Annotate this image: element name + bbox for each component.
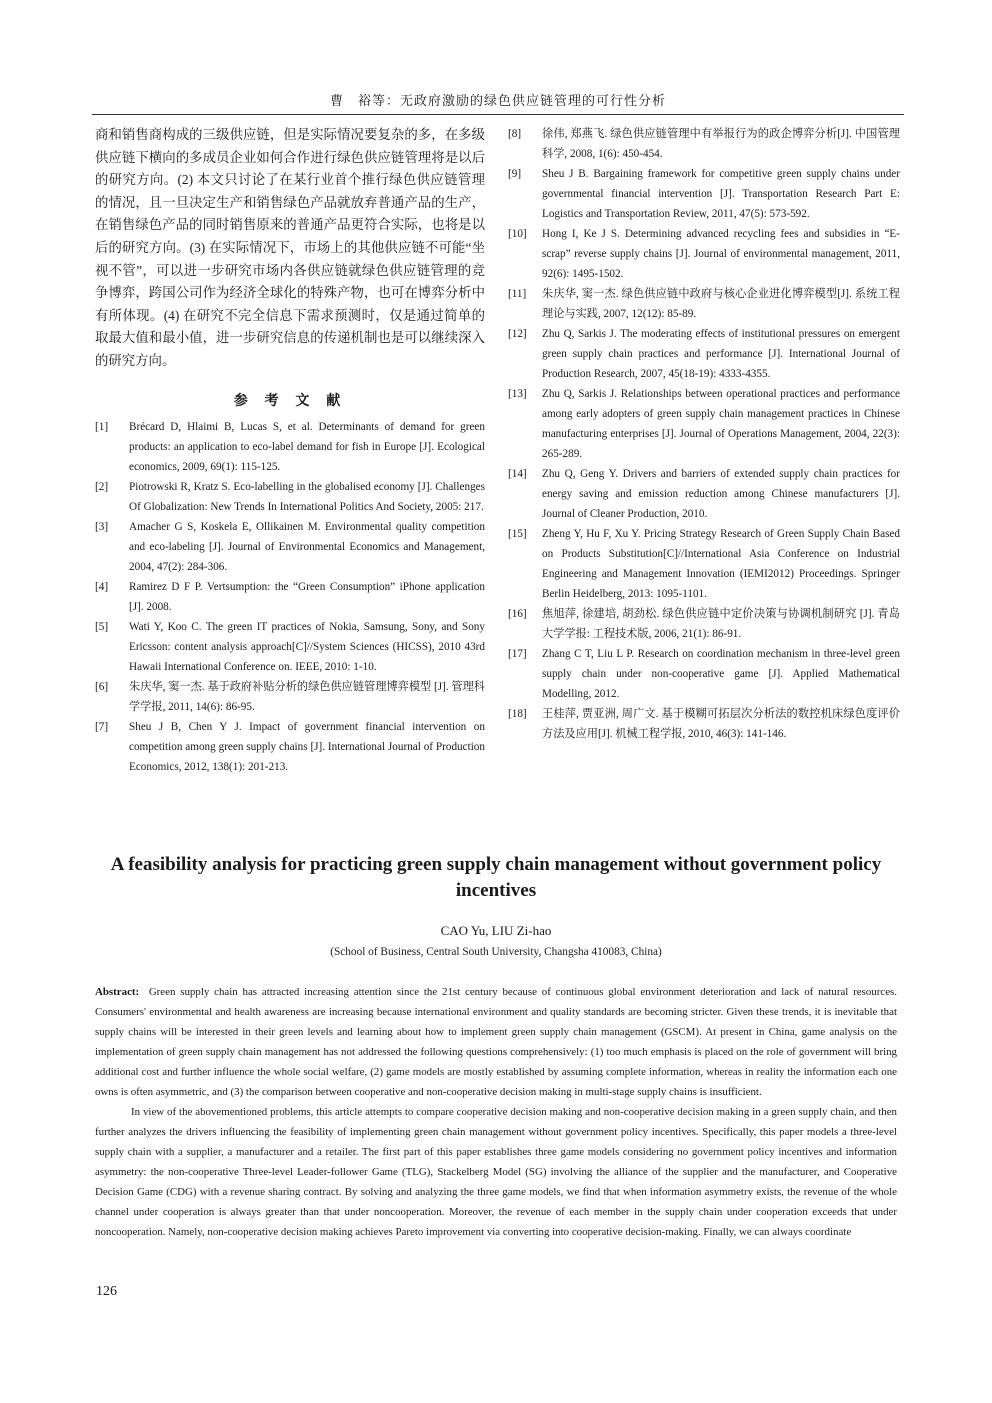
reference-number: [18]: [508, 708, 527, 720]
reference-number: [5]: [95, 620, 109, 633]
reference-number: [10]: [508, 228, 527, 240]
body-paragraph: 商和销售商构成的三级供应链，但是实际情况要复杂的多，在多级供应链下横向的多成员企业如何合作进行绿色供应链管理将是以后的研究方向。(2) 本文只讨论了在某行业首个推行绿色供应链管理的情况，且一旦决定生产和销售绿色产品就放弃普通产品的生产，在销售绿色产品的同时销售原来的普通产品更符合实际，也将是以后的研究方向。(3) 在实际情况下，市场上的其他供应链不可能“坐视不管”，可以进一步研究市场内各供应链就绿色供应链管理的竞争博弈，跨国公司作为经济全球化的特殊产物，也可在博弈分析中有所体现。(4) 在研究不完全信息下需求预测时，仅是通过简单的取最大值和最小值，进一步研究信息的传递机制也是可以继续深入的研究方向。: [95, 127, 485, 368]
reference-number: [1]: [95, 420, 109, 433]
reference-number: [3]: [95, 520, 109, 533]
affiliation: (School of Business, Central South University, Changsha 410083, China): [330, 946, 662, 958]
reference-item: [508, 464, 900, 524]
reference-number: [7]: [95, 720, 109, 733]
reference-text: Zhu Q, Sarkis J. Relationships between operational practices and performance among early adopters of green supply chain management practices in Chinese manufacturing enterprises [J]. Journal of Operations Management, 2004, 22(3): 265-289.: [542, 388, 900, 460]
reference-text: Wati Y, Koo C. The green IT practices of Nokia, Samsung, Sony, and Sony Ericsson: content analysis approach[C]//System Sciences (HICSS), 2010 43rd Hawaii International Conference on. IEEE, 2010: 1-10.: [129, 620, 485, 673]
reference-text: Ramirez D F P. Vertsumption: the “Green Consumption” iPhone application [J]. 2008.: [129, 580, 485, 613]
reference-item: [508, 524, 900, 604]
reference-item: [508, 324, 900, 384]
reference-item: [508, 284, 900, 324]
reference-text: 徐伟, 郑燕飞. 绿色供应链管理中有举报行为的政企博弈分析[J]. 中国管理科学, 2008, 1(6): 450-454.: [542, 128, 900, 160]
reference-text: Amacher G S, Koskela E, Ollikainen M. Environmental quality competition and eco-labeling [J]. Journal of Environmental Economics and Management, 2004, 47(2): 284-306.: [129, 520, 485, 573]
reference-number: [17]: [508, 648, 527, 660]
abstract-text: Green supply chain has attracted increasing attention since the 21st century because of continuous global environment deterioration and lack of natural resources. Consumers' environmental and health awareness are increasing because international environment and quality standards are becoming stricter. Given these trends, it is inevitable that supply chains will be interested in their green levels and learning about how to implement green supply chain management (GSCM). At present in China, game analysis on the implementation of green supply chain management has not addressed the following questions comprehensively: (1) too much emphasis is placed on the role of government will bring additional cost and further influence the whole social welfare, (2) game models are mostly established by assuming complete information, whereas in reality the information each one owns is often asymmetric, and (3) the comparison between cooperative and non-cooperative decision making in multi-stage supply chains is insufficient.: [95, 986, 897, 1098]
reference-item: [508, 704, 900, 744]
abstract-paragraph: [95, 982, 897, 1102]
reference-text: 王桂萍, 贾亚洲, 周广文. 基于模糊可拓层次分析法的数控机床绿色度评价方法及应用[J]. 机械工程学报, 2010, 46(3): 141-146.: [542, 708, 900, 740]
reference-text: 朱庆华, 窦一杰. 绿色供应链中政府与核心企业进化博弈模型[J]. 系统工程理论与实践, 2007, 12(12): 85-89.: [542, 288, 900, 320]
reference-item: [95, 677, 485, 717]
reference-number: [8]: [508, 128, 522, 140]
reference-item: [508, 124, 900, 164]
reference-text: 朱庆华, 窦一杰. 基于政府补贴分析的绿色供应链管理博弈模型 [J]. 管理科学学报, 2011, 14(6): 86-95.: [129, 680, 485, 713]
abstract-label: Abstract:: [95, 986, 140, 998]
reference-number: [14]: [508, 468, 527, 480]
reference-number: [11]: [508, 288, 527, 300]
english-title: A feasibility analysis for practicing green supply chain management without government policy incentives: [110, 854, 882, 901]
reference-number: [9]: [508, 168, 522, 180]
reference-item: [95, 717, 485, 777]
right-column: [508, 124, 900, 744]
reference-item: [95, 617, 485, 677]
authors: CAO Yu, LIU Zi-hao: [440, 923, 552, 938]
reference-item: [508, 644, 900, 704]
reference-item: [95, 517, 485, 577]
reference-list-right: [508, 124, 900, 744]
reference-text: Zheng Y, Hu F, Xu Y. Pricing Strategy Research of Green Supply Chain Based on Products Substitution[C]//International Asia Conference on Industrial Engineering and Management Innovation (IEMI2012) Proceedings. Springer Berlin Heidelberg, 2013: 1095-1101.: [542, 528, 900, 600]
reference-number: [6]: [95, 680, 109, 693]
left-column: [95, 124, 485, 777]
reference-text: 焦旭萍, 徐建培, 胡劲松. 绿色供应链中定价决策与协调机制研究 [J]. 青岛大学学报: 工程技术版, 2006, 21(1): 86-91.: [542, 608, 900, 640]
header-rule: [92, 114, 904, 115]
reference-text: Zhu Q, Geng Y. Drivers and barriers of extended supply chain practices for energy saving and emission reduction among Chinese manufacturers [J]. Journal of Cleaner Production, 2010.: [542, 468, 900, 520]
abstract: [95, 982, 897, 1242]
reference-number: [16]: [508, 608, 527, 620]
reference-item: [508, 384, 900, 464]
reference-text: Zhu Q, Sarkis J. The moderating effects of institutional pressures on emergent green supply chain practices and performance [J]. International Journal of Production Research, 2007, 45(18-19): 4333-4355.: [542, 328, 900, 380]
reference-item: [95, 477, 485, 517]
reference-text: Sheu J B, Chen Y J. Impact of government financial intervention on competition among green supply chains [J]. International Journal of Production Economics, 2012, 138(1): 201-213.: [129, 720, 485, 773]
reference-item: [95, 417, 485, 477]
reference-text: Hong I, Ke J S. Determining advanced recycling fees and subsidies in “E-scrap” reverse supply chains [J]. Journal of environmental management, 2011, 92(6): 1495-1502.: [542, 228, 900, 280]
reference-text: Sheu J B. Bargaining framework for competitive green supply chains under governmental financial intervention [J]. Transportation Research Part E: Logistics and Transportation Review, 2011, 47(5): 573-592.: [542, 168, 900, 220]
reference-text: Piotrowski R, Kratz S. Eco-labelling in the globalised economy [J]. Challenges Of Globalization: New Trends In International Politics And Society, 2005: 217.: [129, 480, 485, 513]
reference-number: [13]: [508, 388, 527, 400]
running-head: 曹 裕等：无政府激励的绿色供应链管理的可行性分析: [329, 93, 666, 108]
reference-text: Brécard D, Hlaimi B, Lucas S, et al. Determinants of demand for green products: an application to eco-label demand for fish in Europe [J]. Ecological economics, 2009, 69(1): 115-125.: [129, 420, 485, 473]
reference-item: [95, 577, 485, 617]
reference-text: Zhang C T, Liu L P. Research on coordination mechanism in three-level green supply chain under non-cooperative game [J]. Applied Mathematical Modelling, 2012.: [542, 648, 900, 700]
reference-item: [508, 224, 900, 284]
reference-item: [508, 164, 900, 224]
reference-number: [15]: [508, 528, 527, 540]
reference-number: [4]: [95, 580, 109, 593]
reference-number: [2]: [95, 480, 109, 493]
reference-list-left: [95, 417, 485, 777]
page-number: 126: [96, 1284, 117, 1299]
references-heading: 参 考 文 献: [233, 392, 347, 409]
reference-number: [12]: [508, 328, 527, 340]
reference-item: [508, 604, 900, 644]
abstract-paragraph-2: In view of the abovementioned problems, this article attempts to compare cooperative decision making and non-cooperative decision making in a green supply chain, and then further analyzes the drivers influencing the feasibility of implementing green chain management without government policy incentives. Specifically, this paper models a three-level supply chain with a supplier, a manufacturer and a retailer. The first part of this paper establishes three game models considering no government policy incentives and information asymmetry: the non-cooperative Three-level Leader-follower Game (TLG), Stackelberg Model (SG) involving the alliance of the supplier and the manufacturer, and Cooperative Decision Game (CDG) with a revenue sharing contract. By solving and analyzing the three game models, we find that when information asymmetry exists, the revenue of the whole channel under cooperation is always greater than that under noncooperation. Moreover, the revenue of each member in the supply chain under cooperation exceeds that under noncooperation. Namely, non-cooperative decision making achieves Pareto improvement via converting into cooperative decision-making. Finally, we can always coordinate: [95, 1106, 897, 1238]
